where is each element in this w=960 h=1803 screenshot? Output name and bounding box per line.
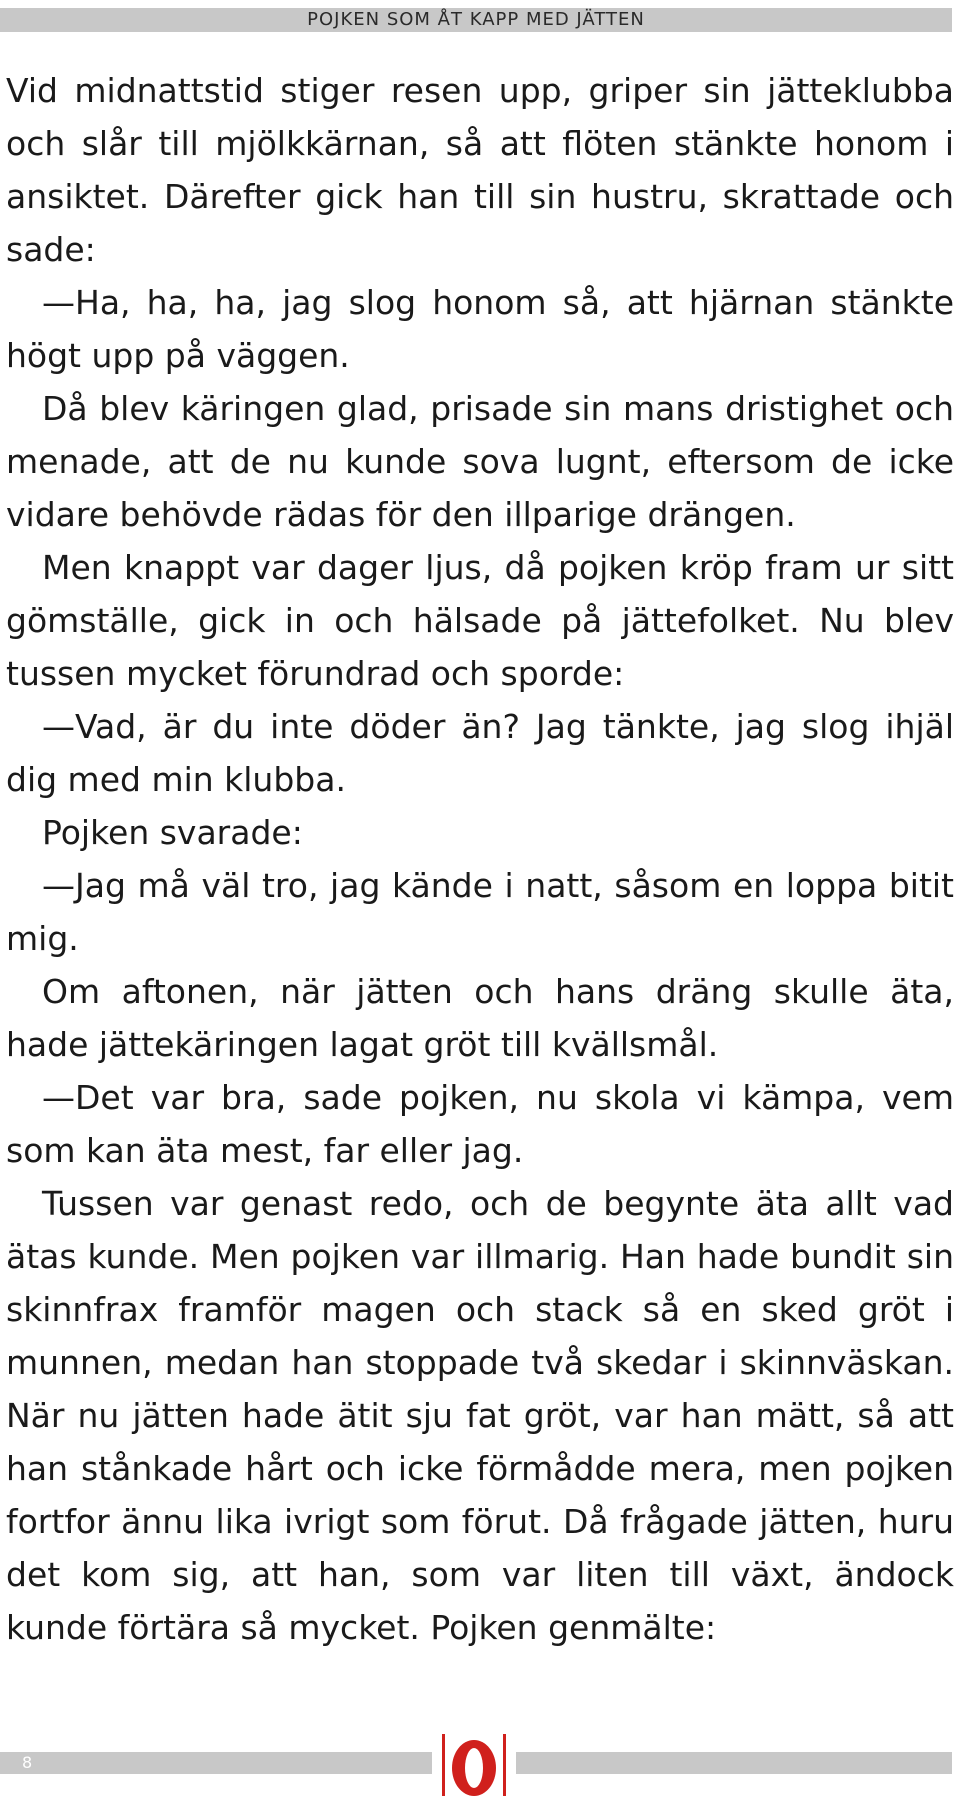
paragraph-6: Pojken svarade: [42,813,303,852]
paragraph-4: Men knappt var dager ljus, då pojken kröp fram ur sitt gömställe, gick in och hälsade på jättefolket. Nu blev tussen mycket förundrad och sporde: [6,548,954,693]
paragraph-7: —Jag må väl tro, jag kände i natt, såsom en loppa bitit mig. [6,866,954,958]
paragraph-2: —Ha, ha, ha, jag slog honom så, att hjärnan stänkte högt upp på väggen. [6,283,954,375]
paragraph-3: Då blev käringen glad, prisade sin mans dristighet och menade, att de nu kunde sova lugnt, eftersom de icke vidare behövde rädas för den illparige drängen. [6,389,954,534]
body-text [6,64,954,1654]
paragraph-5: —Vad, är du inte döder än? Jag tänkte, jag slog ihjäl dig med min klubba. [6,707,954,799]
paragraph-10: Tussen var genast redo, och de begynte äta allt vad ätas kunde. Men pojken var illmarig. Han hade bundit sin skinnfrax framför magen och stack så en sked gröt i munnen, medan han stoppade två skedar i skinnväskan. När nu jätten hade ätit sju fat gröt, var han mätt, så att han stånkade hårt och icke förmådde mera, men pojken fortfor ännu lika ivrigt som förut. Då frågade jätten, huru det kom sig, att han, som var liten till växt, ändock kunde förtära så mycket. Pojken genmälte: [6,1184,954,1647]
running-header-title: POJKEN SOM ÅT KAPP MED JÄTTEN [307,9,645,30]
paragraph-8: Om aftonen, när jätten och hans dräng skulle äta, hade jättekäringen lagat gröt till kvällsmål. [6,972,954,1064]
running-header-bar [0,8,952,32]
footer-bar-left [0,1752,432,1774]
page-number: 8 [22,1753,33,1772]
paragraph-1: Vid midnattstid stiger resen upp, griper sin jätteklubba och slår till mjölkkärnan, så att flöten stänkte honom i ansiktet. Därefter gick han till sin hustru, skrattade och sade: [6,71,954,269]
paragraph-9: —Det var bra, sade pojken, nu skola vi kämpa, vem som kan äta mest, far eller jag. [6,1078,954,1170]
publisher-logo-icon [438,1730,510,1800]
footer-bar-right [516,1752,952,1774]
